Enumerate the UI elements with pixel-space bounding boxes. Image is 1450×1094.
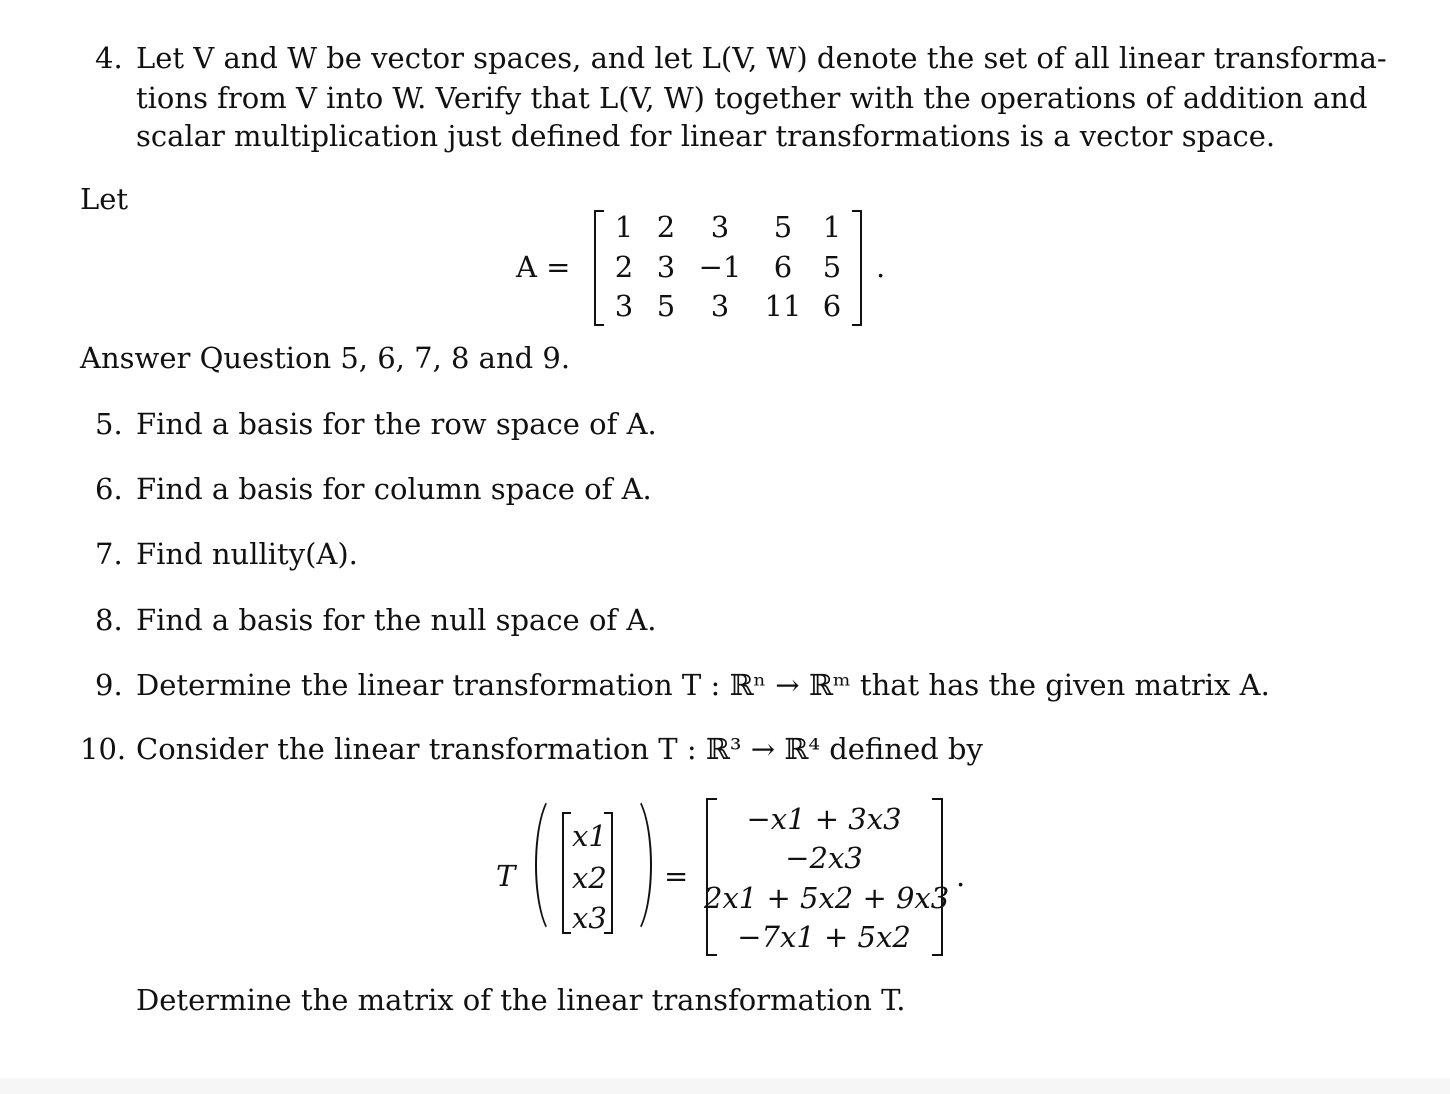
q4-line-2: tions from V into W. Verify that L(V, W) together with the operations of addition and [136, 81, 1368, 115]
matrix-a-cell: 5 [656, 289, 676, 323]
q4-line-3: scalar multiplication just defined for linear transformations is a vector space. [136, 119, 1276, 153]
bottom-strip [0, 1078, 1450, 1094]
final-instruction: Determine the matrix of the linear transformation T. [136, 983, 906, 1017]
answer-prompt: Answer Question 5, 6, 7, 8 and 9. [80, 341, 571, 375]
q10-number: 10. [80, 732, 127, 766]
transform-period: . [956, 859, 966, 893]
output-row-2: −2x3 [785, 841, 863, 875]
q9-text: Determine the linear transformation T : ℝⁿ → ℝᵐ that has the given matrix A. [136, 668, 1270, 702]
transform-equals: = [664, 859, 689, 893]
q4-number: 4. [95, 41, 123, 75]
output-row-3: 2x1 + 5x2 + 9x3 [704, 881, 950, 915]
input-x1 [572, 819, 607, 853]
matrix-a-cell: 5 [822, 250, 842, 284]
let-label: Let [80, 182, 129, 216]
matrix-a-cell: −1 [698, 250, 742, 284]
q8-number: 8. [95, 603, 123, 637]
matrix-a-cell: 3 [656, 250, 676, 284]
q8-text: Find a basis for the null space of A. [136, 603, 657, 637]
output-row-4: −7x1 + 5x2 [737, 920, 911, 954]
q6-text: Find a basis for column space of A. [136, 472, 652, 506]
q10-text: Consider the linear transformation T : ℝ³ → ℝ⁴ defined by [136, 732, 983, 766]
matrix-a-period: . [876, 250, 886, 284]
input-vector-left-bracket [562, 812, 571, 934]
matrix-a-cell: 3 [710, 289, 730, 323]
q7-number: 7. [95, 537, 123, 571]
matrix-a-cell: 1 [822, 210, 842, 244]
input-x3 [572, 901, 607, 935]
q4-line-1: Let V and W be vector spaces, and let L(V, W) denote the set of all linear transforma- [136, 41, 1387, 75]
matrix-a-cell: 2 [614, 250, 634, 284]
matrix-a-cell: 11 [764, 289, 802, 323]
q6-number: 6. [95, 472, 123, 506]
right-paren [608, 792, 652, 938]
matrix-a-cell: 5 [773, 210, 793, 244]
input-x2-text: x2 [572, 861, 607, 895]
q5-number: 5. [95, 407, 123, 441]
output-row-1: −x1 + 3x3 [746, 802, 902, 836]
matrix-a-cell: 1 [614, 210, 634, 244]
input-x3-text: x3 [572, 901, 607, 935]
q9-number: 9. [95, 668, 123, 702]
input-x1-text: x1 [572, 819, 607, 853]
matrix-a-cell: 3 [614, 289, 634, 323]
matrix-a-cell: 3 [710, 210, 730, 244]
matrix-a-label: A = [516, 250, 571, 284]
matrix-a-cell: 6 [822, 289, 842, 323]
matrix-a-cell: 6 [773, 250, 793, 284]
matrix-a-cell: 2 [656, 210, 676, 244]
q7-text: Find nullity(A). [136, 537, 358, 571]
q5-text: Find a basis for the row space of A. [136, 407, 657, 441]
input-x2 [572, 861, 607, 895]
transform-lhs-label: T [496, 859, 516, 893]
